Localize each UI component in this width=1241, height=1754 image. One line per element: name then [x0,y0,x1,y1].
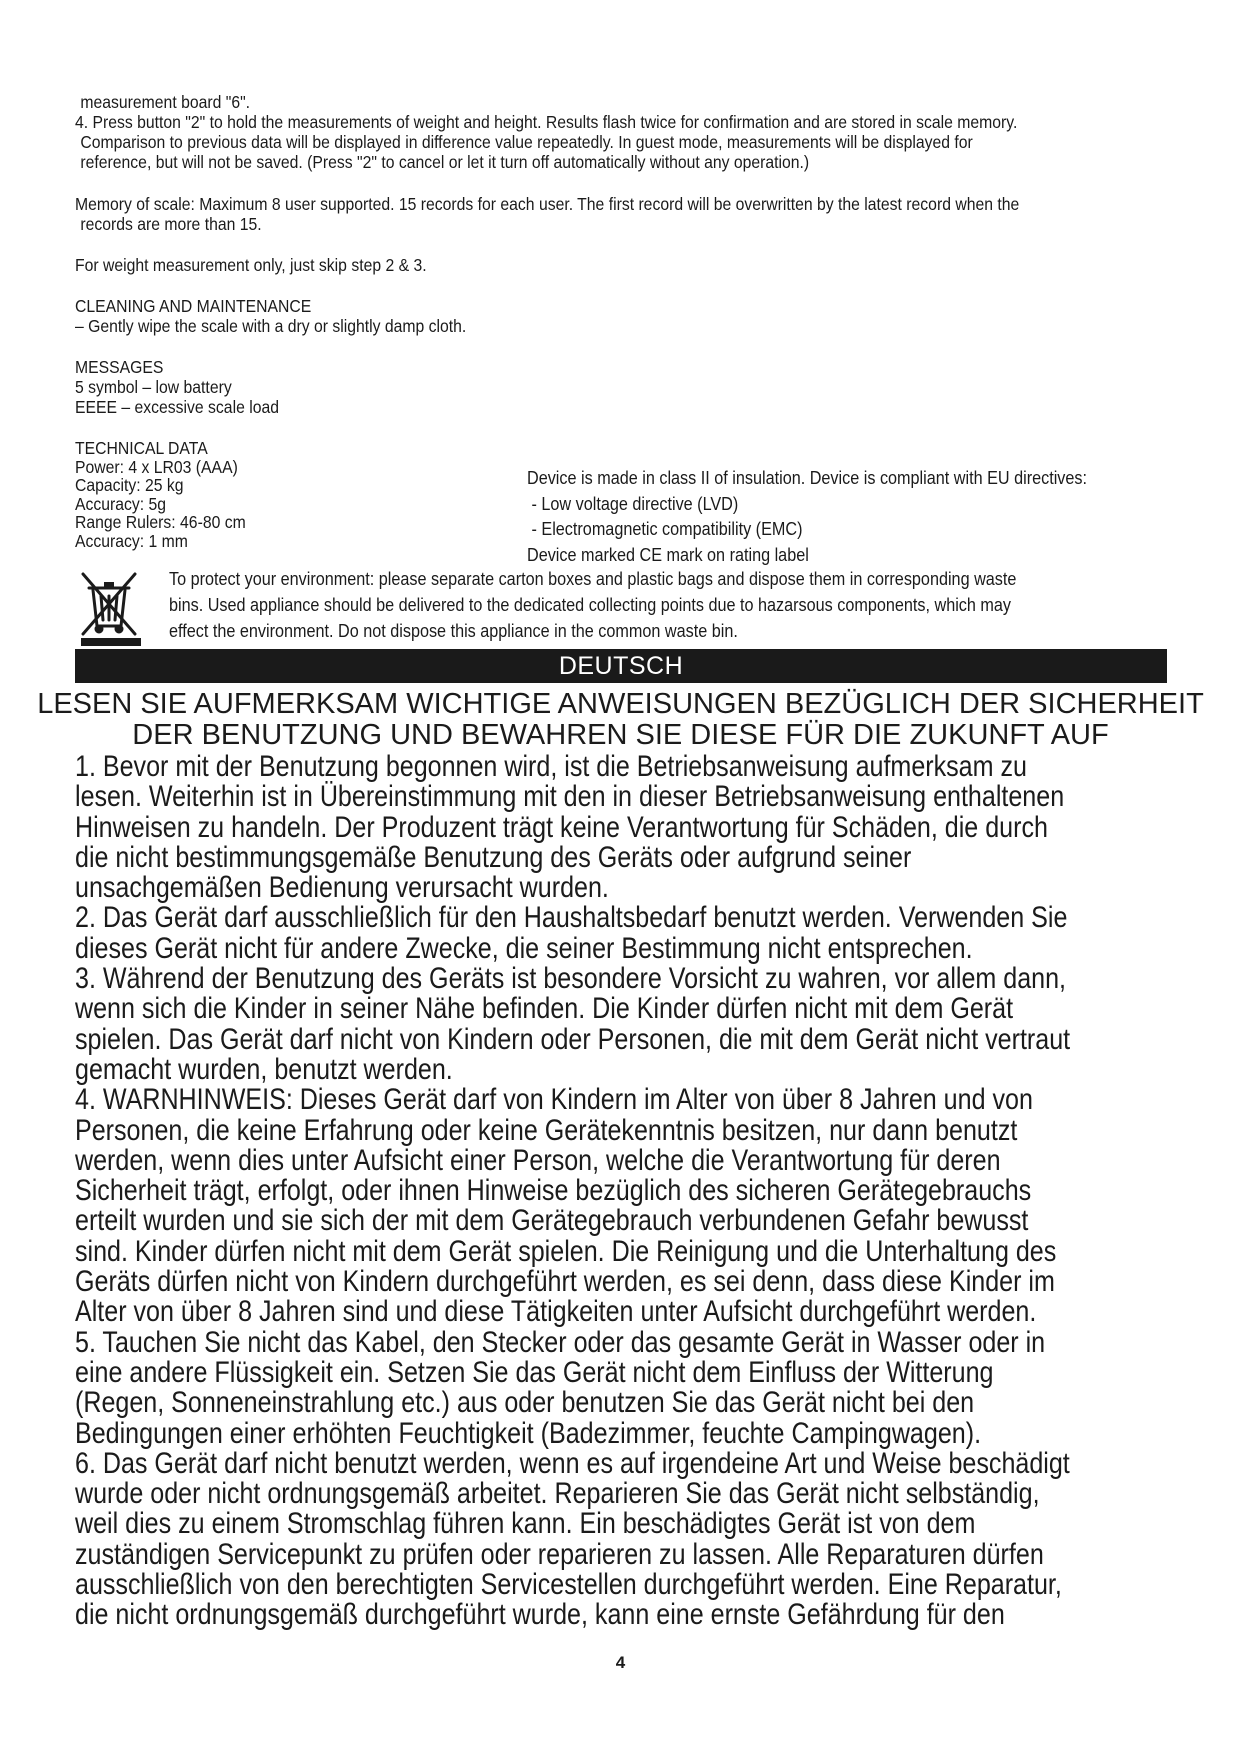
memory-paragraph [75,194,1065,234]
environment-line: effect the environment. Do not dispose this appliance in the common waste bin. [169,621,738,641]
message-item: EEEE – excessive scale load [75,397,279,417]
environment-notice [169,566,1159,644]
german-line: 1. Bevor mit der Benutzung begonnen wird, ist die Betriebsanweisung aufmerksam zu [75,750,1027,783]
messages-section [75,357,1065,417]
step3-tail: measurement board "6". [80,92,251,112]
technical-heading: TECHNICAL DATA [75,438,208,458]
technical-item: Accuracy: 5g [75,493,167,514]
german-line: Hinweisen zu handeln. Der Produzent trägt keine Verantwortung für Schäden, die durch [75,810,1048,844]
german-title-line: LESEN SIE AUFMERKSAM WICHTIGE ANWEISUNGEN BEZÜGLICH DER SICHERHEIT [37,688,1204,720]
technical-item: Power: 4 x LR03 (AAA) [75,456,238,477]
german-line: 2. Das Gerät darf ausschließlich für den Haushaltsbedarf benutzt werden. Verwenden Sie [75,901,1068,935]
compliance-line: Device marked CE mark on rating label [527,544,809,565]
german-line: zuständigen Servicepunkt zu prüfen oder reparieren zu lassen. Alle Reparaturen dürfen [75,1537,1044,1571]
german-line: 4. WARNHINWEIS: Dieses Gerät darf von Kindern im Alter von über 8 Jahren und von [75,1083,1033,1117]
memory-line: Memory of scale: Maximum 8 user supported. 15 records for each user. The first record will be overwritten by the latest record when the [75,194,1020,214]
technical-item: Capacity: 25 kg [75,475,184,495]
step4-line: reference, but will not be saved. (Press "2" to cancel or let it turn off automatically without any operation.) [80,152,810,172]
german-line: erteilt wurden und sie sich der mit dem Gerätegebrauch verbundenen Gefahr bewusst [75,1204,1029,1238]
german-line: weil dies zu einem Stromschlag führen kann. Ein beschädigtes Gerät ist von dem [75,1507,976,1541]
german-line: lesen. Weiterhin ist in Übereinstimmung mit den in dieser Betriebsanweisung enthaltenen [75,780,1065,814]
german-line: sind. Kinder dürfen nicht mit dem Gerät spielen. Die Reinigung und die Unterhaltung des [75,1234,1057,1268]
german-line: ausschließlich von den berechtigten Servicestellen durchgeführt werden. Eine Reparatur, [75,1568,1062,1602]
german-line: die nicht bestimmungsgemäße Benutzung des Geräts oder aufgrund seiner [75,840,912,874]
cleaning-text: – Gently wipe the scale with a dry or slightly damp cloth. [75,316,467,336]
page-number: 4 [615,1653,626,1672]
weight-only-note [75,255,1065,275]
step4-line: Comparison to previous data will be displayed in difference value repeatedly. In guest mode, measurements will be displayed for [80,132,973,152]
compliance-block [527,466,1157,568]
german-line: gemacht wurden, benutzt werden. [75,1052,453,1086]
compliance-line: - Low voltage directive (LVD) [531,493,739,514]
german-line: werden, wenn dies unter Aufsicht einer Person, welche die Verantwortung für deren [75,1143,1001,1177]
german-line: unsachgemäßen Bedienung verursacht wurden. [75,871,609,905]
german-body [75,752,1180,1631]
compliance-line: Device is made in class II of insulation. Device is compliant with EU directives: [527,468,1088,488]
german-line: (Regen, Sonneneinstrahlung etc.) aus oder benutzen Sie das Gerät nicht bei den [75,1386,975,1420]
german-line: Personen, die keine Erfahrung oder keine Gerätekenntnis besitzen, nur dann benutzt [75,1113,1018,1147]
german-line: Bedingungen einer erhöhten Feuchtigkeit (Badezimmer, feuchte Campingwagen). [75,1416,982,1450]
language-banner-label: DEUTSCH [558,651,684,680]
german-line: spielen. Das Gerät darf nicht von Kindern oder Personen, die mit dem Gerät nicht vertraut [75,1022,1071,1056]
german-line: eine andere Flüssigkeit ein. Setzen Sie das Gerät nicht dem Einfluss der Witterung [75,1355,994,1389]
compliance-line: - Electromagnetic compatibility (EMC) [531,519,803,539]
german-line: Alter von über 8 Jahren sind und diese Tätigkeiten unter Aufsicht durchgeführt werden. [75,1295,1037,1329]
german-line: Geräts dürfen nicht von Kindern durchgeführt werden, es sei denn, dass diese Kinder im [75,1265,1055,1299]
weight-only-text: For weight measurement only, just skip step 2 & 3. [75,255,427,275]
german-title [0,689,1241,751]
cleaning-heading: CLEANING AND MAINTENANCE [75,296,312,316]
technical-item: Range Rulers: 46-80 cm [75,512,246,532]
german-line: wenn sich die Kinder in seiner Nähe befinden. Die Kinder dürfen nicht mit dem Gerät [75,992,1014,1026]
messages-heading: MESSAGES [75,357,164,377]
memory-line: records are more than 15. [80,214,262,234]
cleaning-section [75,296,1065,336]
german-line: 3. Während der Benutzung des Geräts ist besondere Vorsicht zu wahren, vor allem dann, [75,962,1067,996]
message-item: 5 symbol – low battery [75,377,232,397]
german-line: die nicht ordnungsgemäß durchgeführt wurde, kann eine ernste Gefährdung für den [75,1598,1005,1632]
environment-line: bins. Used appliance should be delivered to the dedicated collecting points due to hazarsous components, which may [169,595,1012,615]
language-banner [75,649,1167,683]
technical-item: Accuracy: 1 mm [75,530,188,551]
step4-line: 4. Press button "2" to hold the measurements of weight and height. Results flash twice for confirmation and are stored in scale memory. [75,112,1018,132]
weee-bin-icon [77,566,145,646]
german-line: Sicherheit trägt, erfolgt, oder ihnen Hinweise bezüglich des sicheren Gerätegebrauchs [75,1174,1032,1208]
steps-continuation [75,92,1065,172]
german-line: 5. Tauchen Sie nicht das Kabel, den Stecker oder das gesamte Gerät in Wasser oder in [75,1325,1046,1359]
german-title-line: DER BENUTZUNG UND BEWAHREN SIE DIESE FÜR DIE ZUKUNFT AUF [132,719,1109,751]
german-line: dieses Gerät nicht für andere Zwecke, die seiner Bestimmung nicht entsprechen. [75,931,973,965]
german-line: 6. Das Gerät darf nicht benutzt werden, wenn es auf irgendeine Art und Weise beschädigt [75,1446,1070,1480]
environment-line: To protect your environment: please separate carton boxes and plastic bags and dispose them in corresponding waste [169,569,1017,589]
german-line: wurde oder nicht ordnungsgemäß arbeitet. Reparieren Sie das Gerät nicht selbständig, [75,1477,1040,1511]
